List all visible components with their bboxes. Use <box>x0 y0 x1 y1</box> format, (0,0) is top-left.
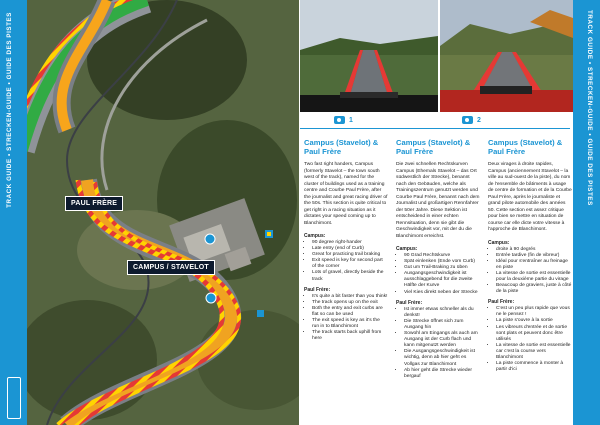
list-item: • droite à 90 degrés <box>496 247 572 253</box>
list-item: • La piste s'ouvre à la sortie <box>496 318 572 324</box>
list-item: • Beaucoup de graviers, juste à côté de la piste <box>496 283 572 295</box>
right-strip-label: TRACK GUIDE • STRECKEN-GUIDE • GUIDE DES PISTES <box>586 10 593 206</box>
list-item: • The track opens up on the exit <box>312 300 388 306</box>
list-item: • Great for practicing trail braking <box>312 252 388 258</box>
section-heading: Paul Frère: <box>396 299 423 306</box>
list-item: • Late entry (end of Curb) <box>312 246 388 252</box>
list-item: • Both the entry and exit curbs are flat so can be used <box>312 306 388 318</box>
list-item: • 90 degree right-hander <box>312 240 388 246</box>
list-item: • Idéal pour s'entraîner au freinage en piste <box>496 259 572 271</box>
list-item: • The track starts back uphill from here <box>312 330 388 342</box>
photo-caption-1 <box>334 116 353 124</box>
column-german <box>396 138 480 383</box>
track-map <box>27 0 299 425</box>
list-item: • Entrée tardive (fin de vibreur) <box>496 253 572 259</box>
list-item: • Ab hier geht die Strecke wieder bergauf <box>404 368 480 380</box>
list-item: • La vitesse de sortie est essentielle pour la deuxième partie du virage <box>496 271 572 283</box>
section-heading: Campus: <box>396 246 418 252</box>
bullet-list <box>304 240 388 283</box>
list-item: • Ist immer etwas schneller als du denkst! <box>404 307 480 319</box>
column-english <box>304 138 388 345</box>
photo-number-1: 1 <box>349 116 353 124</box>
photo-number-2: 2 <box>477 116 481 124</box>
onboard-photo-1 <box>300 0 438 112</box>
column-title: Campus (Stavelot) & Paul Frère <box>396 138 471 156</box>
list-item: • Exit speed is key for second part of the corner <box>312 258 388 270</box>
left-side-strip <box>0 0 27 425</box>
list-item: • Gut um Trail-Braking zu üben <box>404 265 480 271</box>
list-item: • Ausgangsgeschwindigkeit ist ausschlaggebend für die zweite Hälfte der Kurve <box>404 271 480 289</box>
onboard-photo-2 <box>440 0 573 112</box>
bullet-list <box>304 294 388 343</box>
page-marker <box>7 377 21 419</box>
list-item: • It's quite a bit faster than you think! <box>312 294 388 300</box>
section-divider <box>300 128 570 129</box>
section-heading: Paul Frère: <box>488 299 515 306</box>
section-heading: Campus: <box>304 233 326 239</box>
list-item: • Sowohl am Eingangs als auch am Ausgang ist der Curb flach und kann mitgenutzt werden <box>404 331 480 349</box>
corner-label-paul-frere: PAUL FRÈRE <box>65 196 123 211</box>
camera-icon <box>334 116 345 124</box>
list-item: • La piste commence à monter à partir d'ici <box>496 361 572 373</box>
bullet-list <box>396 253 480 296</box>
list-item: • Les vibreurs d'entrée et de sortie sont plats et peuvent donc être utilisés <box>496 325 572 343</box>
column-title: Campus (Stavelot) & Paul Frère <box>304 138 379 156</box>
corner-label-campus: CAMPUS / STAVELOT <box>127 260 215 275</box>
list-item: • La vitesse de sortie est essentielle car c'est la course vers Blanchimont <box>496 343 572 361</box>
column-french <box>488 138 572 376</box>
camera-icon <box>462 116 473 124</box>
column-intro: Die zwei schnellen Rechtskurven Campus (Ehemals Stavelot – das Ort südwestlich der Strecke), benannt nach den Gebäuden, welche als Trainingszentrum genutzt werden und Courbe Paul Frère, benannt nach dem Journalist und großartigen Rennfahrer der 50er Jahre. Diese Sektion ist entscheidend in einer echten Rennsituation, denn sie gibt die Geschwindigkeit vor, mit der du die Blanchimont erreichst. <box>396 162 480 239</box>
list-item: • The exit speed is key as it's the run in to Blanchimont <box>312 318 388 330</box>
aerial-map-image <box>27 0 299 425</box>
bullet-list <box>488 247 572 296</box>
list-item: • Die Strecke öffnet sich zum Ausgang hin <box>404 319 480 331</box>
photo-caption-2 <box>462 116 481 124</box>
list-item: • Die Ausgangsgeschwindigkeit ist wichtig, denn ab hier geht es Vollgas zur Blanchimont <box>404 349 480 367</box>
list-item: • C'est un peu plus rapide que vous ne le pensez ! <box>496 306 572 318</box>
list-item: • Spät einlenken (Ende vom Curb) <box>404 259 480 265</box>
section-heading: Paul Frère: <box>304 286 331 293</box>
column-intro: Two fast right handers, Campus (formerly Stavelot – the town south west of the track), named for the cluster of buildings used as a training centre and Courbe Paul Frère, after the journalist and great racing driver of the 50s. This section is quite critical to get right in a racing situation as it dictates your speed coming up to Blanchimont. <box>304 162 388 226</box>
bullet-list <box>488 306 572 373</box>
column-title: Campus (Stavelot) & Paul Frère <box>488 138 563 156</box>
section-heading: Campus: <box>488 239 510 246</box>
list-item: • Viel Kies direkt neben der Strecke <box>404 290 480 296</box>
bullet-list <box>396 307 480 380</box>
list-item: • 90 Grad Rechtskurve <box>404 253 480 259</box>
list-item: • Lots of gravel, directly beside the track <box>312 270 388 282</box>
right-side-strip <box>573 0 600 425</box>
column-intro: Deux virages à droite rapides, Campus (anciennement Stavelot – la ville au sud-ouest de la piste), du nom de l'ensemble de bâtiments à usage de centre de formation et de la Courbe Paul Frère, après le journaliste et grand pilote automobile des années 50. Cette section est assez critique pour bien se mettre en situation de course car elle dicte votre vitesse à l'approche de Blanchimont. <box>488 162 572 232</box>
left-strip-label: TRACK GUIDE • STRECKEN-GUIDE • GUIDE DES PISTES <box>6 12 13 208</box>
